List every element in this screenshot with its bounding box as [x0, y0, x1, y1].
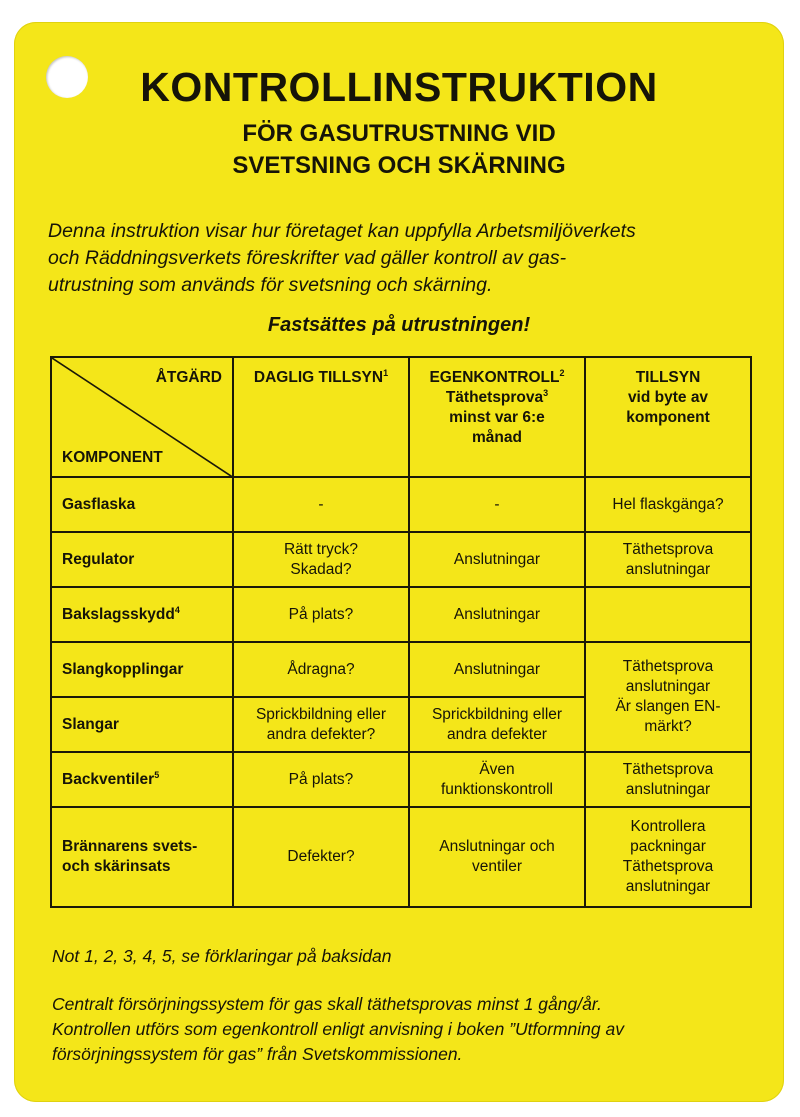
footnote-reference: Not 1, 2, 3, 4, 5, se förklaringar på baksidan: [52, 946, 392, 966]
cell-change: Täthetsprova anslutningar: [585, 532, 751, 587]
cell-change: Täthetsprova anslutningar: [585, 752, 751, 807]
card-subtitle-line1: FÖR GASUTRUSTNING VID: [242, 120, 556, 147]
cell-self: Anslutningar: [409, 642, 585, 697]
component-gasflaska: Gasflaska: [51, 477, 233, 532]
corner-header-cell: [51, 357, 233, 477]
table-row: [51, 752, 751, 807]
table-row: [51, 807, 751, 907]
corner-label-komponent: KOMPONENT: [62, 449, 163, 466]
instruction-card: [14, 22, 784, 1102]
header-change-inspection: TILLSYN vid byte av komponent: [585, 357, 751, 477]
cell-change-empty: [585, 587, 751, 642]
central-supply-note: [52, 992, 782, 1067]
cell-change: Hel flaskgänga?: [585, 477, 751, 532]
corner-label-atgard: ÅTGÄRD: [155, 369, 222, 386]
cell-daily: Sprickbildning eller andra defekter?: [233, 697, 409, 752]
component-regulator: Regulator: [51, 532, 233, 587]
table-row: [51, 477, 751, 532]
table-row: [51, 532, 751, 587]
cell-self: Anslutningar och ventiler: [409, 807, 585, 907]
cell-daily: Rätt tryck? Skadad?: [233, 532, 409, 587]
cell-self: Anslutningar: [409, 587, 585, 642]
cell-self: Anslutningar: [409, 532, 585, 587]
table-row: [51, 587, 751, 642]
cell-daily: -: [233, 477, 409, 532]
table-header-row: [51, 357, 751, 477]
cell-change-merged: Täthetsprova anslutningar Är slangen EN- märkt?: [585, 642, 751, 752]
card-subtitle-line2: SVETSNING OCH SKÄRNING: [232, 152, 566, 179]
central-line: Centralt försörjningssystem för gas skall täthetsprovas minst 1 gång/år.: [52, 994, 602, 1014]
intro-paragraph: [48, 218, 768, 299]
table-row: [51, 642, 751, 697]
card-title: KONTROLLINSTRUKTION: [140, 64, 658, 110]
component-slangkopplingar: Slangkopplingar: [51, 642, 233, 697]
central-line: Kontrollen utförs som egenkontroll enligt anvisning i boken ”Utformning av: [52, 1019, 624, 1039]
header-self-control: EGENKONTROLL$^2$ Täthetsprova$^3$ minst var 6:e månad: [409, 357, 585, 477]
cell-self: Även funktionskontroll: [409, 752, 585, 807]
intro-line: utrustning som används för svetsning och skärning.: [48, 274, 493, 296]
cell-daily: På plats?: [233, 752, 409, 807]
intro-line: och Räddningsverkets föreskrifter vad gäller kontroll av gas-: [48, 247, 567, 269]
central-line: försörjningssystem för gas” från Svetskommissionen.: [52, 1044, 463, 1064]
cell-daily: Defekter?: [233, 807, 409, 907]
cell-daily: På plats?: [233, 587, 409, 642]
component-slangar: Slangar: [51, 697, 233, 752]
intro-line: Denna instruktion visar hur företaget kan uppfylla Arbetsmiljöverkets: [48, 220, 636, 242]
attach-notice: Fastsättes på utrustningen!: [267, 314, 531, 336]
control-table: [50, 356, 752, 908]
cell-self: -: [409, 477, 585, 532]
component-bakslagsskydd: Bakslagsskydd$^4$: [51, 587, 233, 642]
component-brannare: Brännarens svets- och skärinsats: [51, 807, 233, 907]
cell-self: Sprickbildning eller andra defekter: [409, 697, 585, 752]
component-backventiler: Backventiler$^5$: [51, 752, 233, 807]
cell-daily: Ådragna?: [233, 642, 409, 697]
cell-change: Kontrollera packningar Täthetsprova anslutningar: [585, 807, 751, 907]
header-daily: DAGLIG TILLSYN$^1$: [233, 357, 409, 477]
